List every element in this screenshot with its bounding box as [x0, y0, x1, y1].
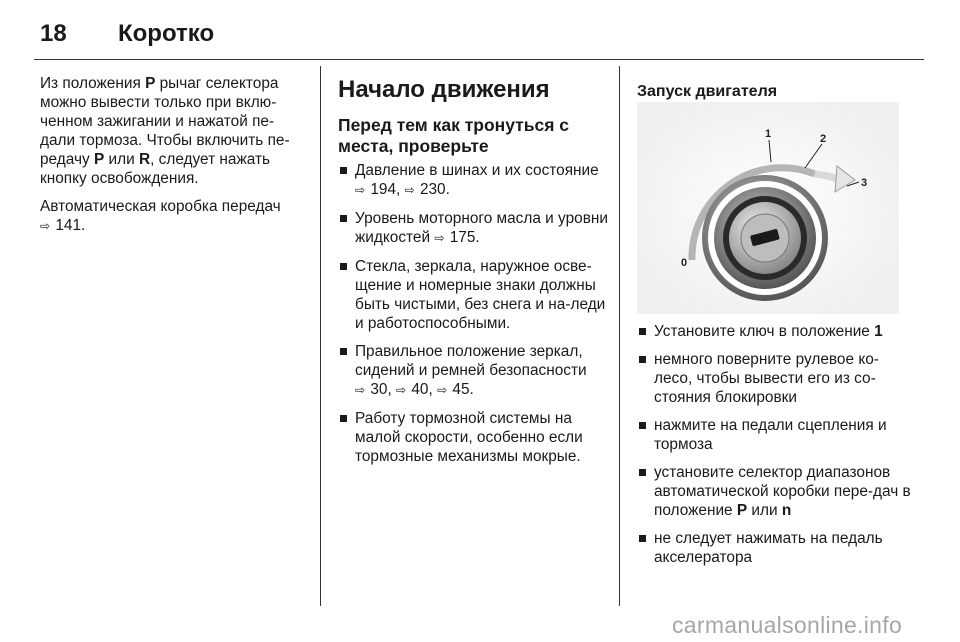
- column-divider: [619, 66, 620, 606]
- position-label-0: 0: [681, 257, 688, 269]
- page-reference-link[interactable]: 40,: [411, 381, 433, 398]
- page-number: 18: [40, 20, 67, 47]
- page-reference-icon: ⇨: [437, 383, 448, 397]
- list-item: Работу тормозной системы на малой скорости, особенно если тормозные механизмы мокрые.: [338, 409, 610, 466]
- list-item: Установите ключ в положение 1: [637, 322, 913, 341]
- list-item: нажмите на педали сцепления и тормоза: [637, 416, 913, 454]
- page-reference-icon: ⇨: [355, 383, 366, 397]
- list-item: Давление в шинах и их состояние ⇨ 194, ⇨ 230.: [338, 161, 610, 200]
- page-reference-link[interactable]: 30,: [370, 381, 392, 398]
- page-reference-link[interactable]: 141.: [55, 217, 86, 234]
- position-label-3: 3: [861, 177, 868, 189]
- list-item: немного поверните рулевое ко-лесо, чтобы вывести его из со-стояния блокировки: [637, 350, 913, 407]
- page-reference-icon: ⇨: [355, 183, 366, 197]
- section-heading: Запуск двигателя: [637, 83, 778, 100]
- page-reference-icon: ⇨: [434, 231, 445, 245]
- selector-paragraph: Из положения P рычаг селектора можно вывести только при вклю-ченном зажигании и нажатой пе-дали тормоза. Чтобы включить пе-редачу P или R, следует нажать кнопку освобождения.: [40, 75, 290, 187]
- page-reference-icon: ⇨: [396, 383, 407, 397]
- column-middle: [338, 74, 610, 475]
- section-heading: Начало движения: [338, 76, 550, 103]
- ignition-switch-illustration: [637, 102, 899, 314]
- page-reference-link[interactable]: 45.: [452, 381, 474, 398]
- page-reference-icon: ⇨: [40, 219, 51, 233]
- list-item: Стекла, зеркала, наружное осве-щение и номерные знаки должны быть чистыми, без снега и на-леди и работоспособными.: [338, 257, 610, 333]
- checklist: [338, 161, 610, 466]
- page-reference-icon: ⇨: [404, 183, 415, 197]
- start-steps: [637, 322, 913, 567]
- list-item: не следует нажимать на педаль акселератора: [637, 529, 913, 567]
- page-reference-link[interactable]: 175.: [449, 229, 480, 246]
- list-item: установите селектор диапазонов автоматической коробки пере-дач в положение P или n: [637, 463, 913, 520]
- page-title: Коротко: [118, 20, 215, 47]
- column-divider: [320, 66, 321, 606]
- page-reference-link[interactable]: 230.: [419, 181, 450, 198]
- section-subheading: Перед тем как тронуться с места, проверьте: [338, 115, 570, 156]
- ignition-switch-figure: [637, 102, 899, 314]
- watermark: carmanualsonline.info: [672, 612, 903, 638]
- header-rule: [34, 59, 924, 60]
- gearbox-reference: Автоматическая коробка передач ⇨ 141.: [40, 198, 281, 234]
- position-label-1: 1: [765, 128, 772, 140]
- list-item: Правильное положение зеркал, сидений и ремней безопасности ⇨ 30, ⇨ 40, ⇨ 45.: [338, 342, 610, 400]
- list-item: Уровень моторного масла и уровни жидкостей ⇨ 175.: [338, 209, 610, 248]
- position-label-2: 2: [820, 133, 827, 145]
- column-left: [40, 74, 308, 245]
- column-right: [637, 74, 913, 576]
- page-reference-link[interactable]: 194,: [370, 181, 401, 198]
